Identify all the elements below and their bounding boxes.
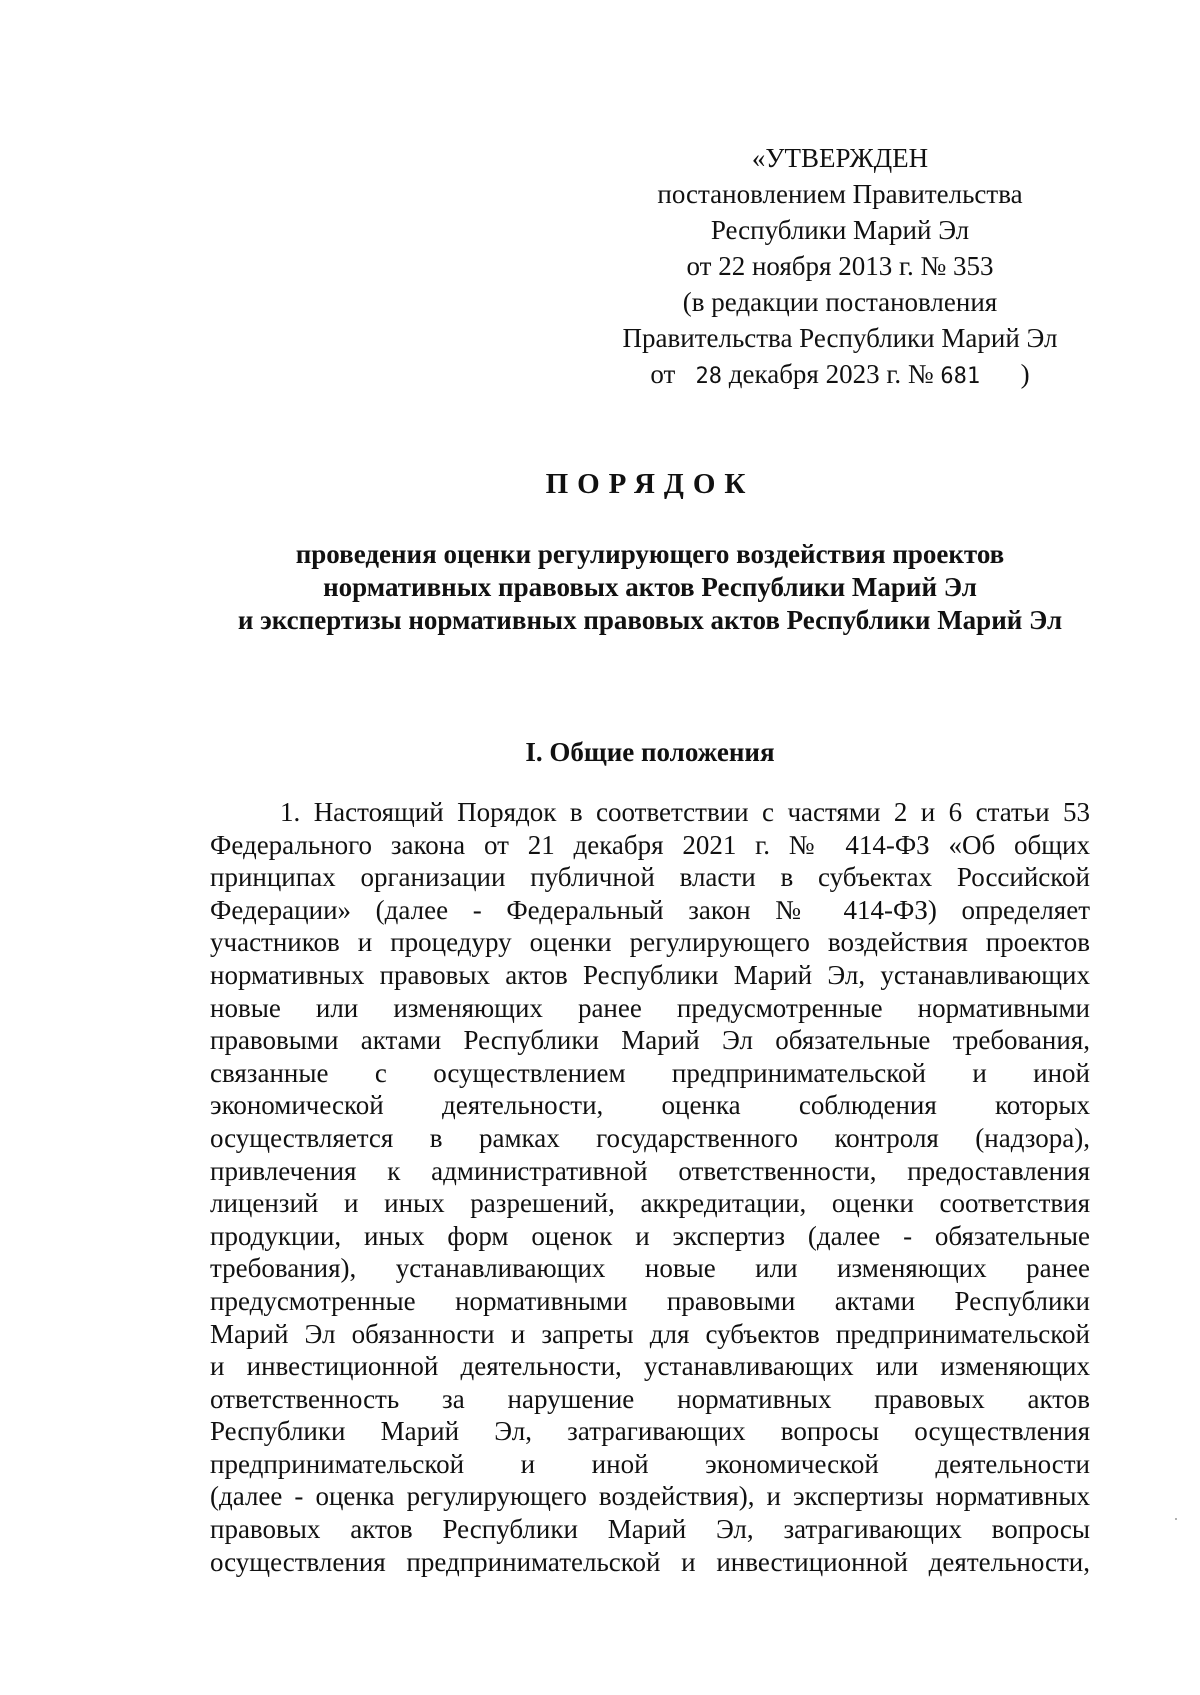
approval-stamp bbox=[600, 140, 1080, 395]
approval-date-day: 28 bbox=[695, 364, 723, 389]
paragraph-line: нормативных правовых актов Республики Марий Эл, устанавливающих bbox=[210, 959, 1090, 990]
approval-date-suffix: ) bbox=[1020, 359, 1030, 389]
paragraph-line: осуществления предпринимательской и инвестиционной деятельности, bbox=[210, 1546, 1090, 1577]
paragraph-line: участников и процедуру оценки регулирующего воздействия проектов bbox=[210, 927, 1090, 958]
approval-line-4: от 22 ноября 2013 г. № 353 bbox=[686, 251, 994, 281]
paragraph-line: лицензий и иных разрешений, аккредитации, оценки соответствия bbox=[210, 1188, 1090, 1219]
paragraph-line: правовыми актами Республики Марий Эл обязательные требования, bbox=[210, 1025, 1090, 1056]
paragraph-line: предусмотренные нормативными правовыми актами Республики bbox=[210, 1285, 1090, 1316]
paragraph-1 bbox=[210, 796, 1090, 1578]
paragraph-line: Республики Марий Эл, затрагивающих вопросы осуществления bbox=[210, 1416, 1090, 1447]
paragraph-line: Федерального закона от 21 декабря 2021 г. № 414-ФЗ «Об общих bbox=[210, 829, 1090, 860]
approval-line-5: (в редакции постановления bbox=[682, 287, 998, 317]
approval-line-1: «УТВЕРЖДЕН bbox=[751, 143, 929, 173]
scan-speck bbox=[1175, 1518, 1177, 1520]
approval-date-number: 681 bbox=[940, 364, 981, 389]
paragraph-line: осуществляется в рамках государственного контроля (надзора), bbox=[210, 1122, 1090, 1153]
approval-line-2: постановлением Правительства bbox=[657, 179, 1023, 209]
paragraph-line: новые или изменяющих ранее предусмотренные нормативными bbox=[210, 992, 1090, 1023]
document-subtitle bbox=[150, 538, 1150, 637]
subtitle-line-2: нормативных правовых актов Республики Марий Эл bbox=[323, 572, 977, 602]
approval-date-middle: декабря 2023 г. № bbox=[722, 359, 941, 389]
paragraph-line: связанные с осуществлением предпринимательской и иной bbox=[210, 1057, 1090, 1088]
approval-line-3: Республики Марий Эл bbox=[710, 215, 970, 245]
paragraph-line: экономической деятельности, оценка соблюдения которых bbox=[210, 1090, 1090, 1121]
paragraph-line: 1. Настоящий Порядок в соответствии с частями 2 и 6 статьи 53 bbox=[280, 797, 1090, 827]
document-title: ПОРЯДОК bbox=[545, 468, 755, 500]
paragraph-line: Федерации» (далее - Федеральный закон № 414-ФЗ) определяет bbox=[210, 894, 1090, 925]
paragraph-line: продукции, иных форм оценок и экспертиз (далее - обязательные bbox=[210, 1220, 1090, 1251]
paragraph-line: принципах организации публичной власти в субъектах Российской bbox=[210, 862, 1090, 893]
paragraph-line: и инвестиционной деятельности, устанавливающих или изменяющих bbox=[210, 1351, 1090, 1382]
approval-line-6: Правительства Республики Марий Эл bbox=[622, 323, 1058, 353]
paragraph-line: привлечения к административной ответственности, предоставления bbox=[210, 1155, 1090, 1186]
paragraph-line: Марий Эл обязанности и запреты для субъектов предпринимательской bbox=[210, 1318, 1090, 1349]
subtitle-line-3: и экспертизы нормативных правовых актов Республики Марий Эл bbox=[237, 605, 1063, 635]
section-heading: I. Общие положения bbox=[525, 737, 775, 767]
paragraph-line: требования), устанавливающих новые или изменяющих ранее bbox=[210, 1253, 1090, 1284]
approval-date-prefix: от bbox=[650, 359, 683, 389]
paragraph-line: ответственность за нарушение нормативных правовых актов bbox=[210, 1383, 1090, 1414]
subtitle-line-1: проведения оценки регулирующего воздействия проектов bbox=[295, 539, 1005, 569]
paragraph-line: (далее - оценка регулирующего воздействия), и экспертизы нормативных bbox=[210, 1481, 1090, 1512]
paragraph-line: предпринимательской и иной экономической деятельности bbox=[210, 1448, 1090, 1479]
approval-date-line bbox=[600, 356, 1080, 395]
paragraph-line: правовых актов Республики Марий Эл, затрагивающих вопросы bbox=[210, 1514, 1090, 1545]
